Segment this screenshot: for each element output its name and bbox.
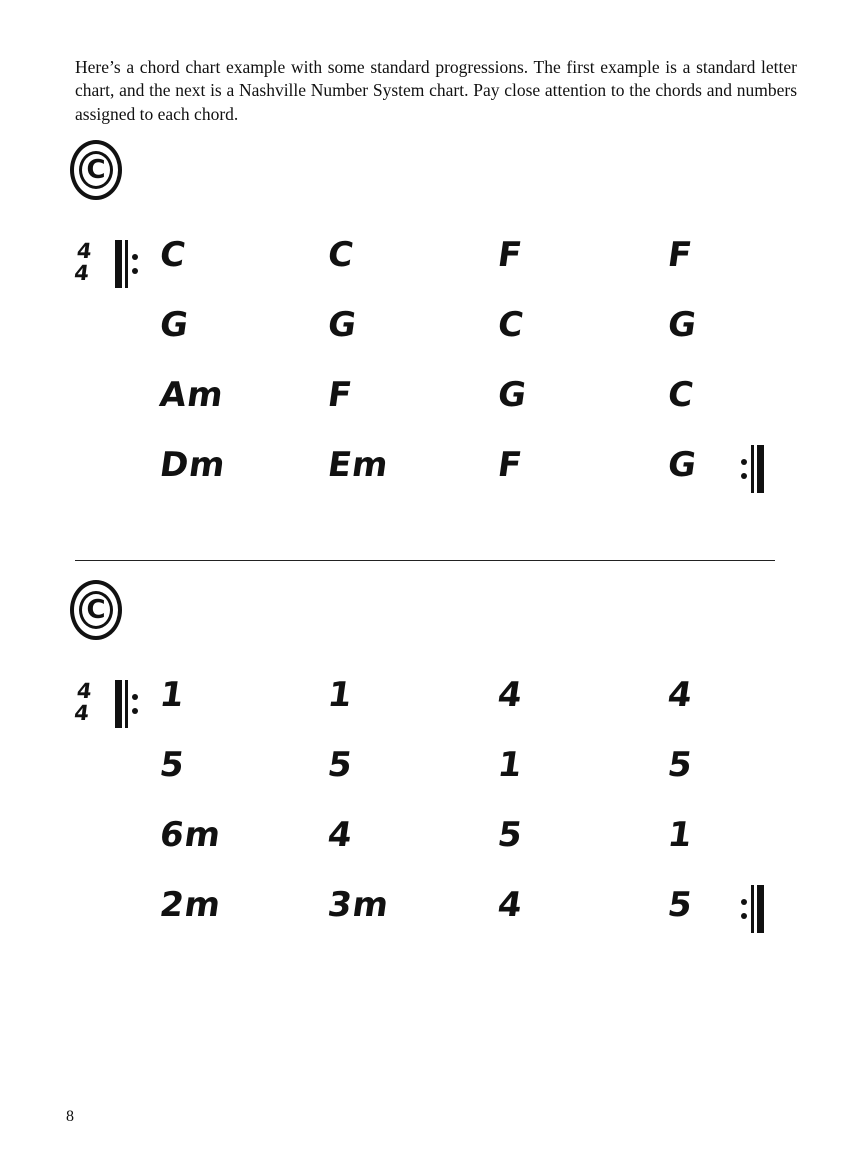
number-row	[157, 675, 780, 745]
repeat-dot-upper	[741, 899, 747, 905]
chord-cell: Am	[157, 375, 227, 415]
chord-cell: C	[495, 305, 527, 345]
chord-row	[157, 235, 780, 305]
section-divider	[75, 560, 775, 561]
number-cell: 3m	[325, 885, 392, 925]
chord-grid	[157, 235, 780, 515]
number-cell: 1	[665, 815, 696, 855]
repeat-dot-lower	[741, 473, 747, 479]
chord-cell: F	[665, 235, 696, 275]
number-cell: 4	[495, 885, 526, 925]
number-cell: 4	[665, 675, 696, 715]
page-number: 8	[66, 1108, 74, 1125]
number-cell: 5	[495, 815, 526, 855]
repeat-dot-lower	[741, 913, 747, 919]
time-signature	[67, 680, 98, 724]
time-signature-denominator: 4	[72, 701, 91, 726]
repeat-thick-bar	[757, 445, 764, 493]
repeat-thin-bar	[125, 680, 128, 728]
number-cell: 1	[325, 675, 356, 715]
chord-cell: Em	[325, 445, 392, 485]
number-cell: 5	[325, 745, 356, 785]
number-cell: 5	[665, 745, 696, 785]
repeat-close-sign	[740, 885, 764, 933]
repeat-dot-lower	[132, 708, 138, 714]
time-signature-numerator: 4	[75, 679, 94, 703]
circled-c-letter: C	[86, 155, 106, 185]
chord-cell: F	[325, 375, 356, 415]
number-cell: 4	[325, 815, 356, 855]
chord-cell: G	[665, 445, 700, 485]
repeat-thick-bar	[757, 885, 764, 933]
chord-cell: G	[665, 305, 700, 345]
number-cell: 1	[495, 745, 526, 785]
number-cell: 2m	[157, 885, 224, 925]
time-signature-denominator: 4	[72, 261, 91, 286]
circled-c-icon	[70, 140, 124, 202]
chord-row	[157, 445, 780, 515]
repeat-open-sign	[115, 680, 139, 728]
number-row	[157, 885, 780, 955]
repeat-dot-upper	[132, 254, 138, 260]
circled-c-icon	[70, 580, 124, 642]
repeat-thin-bar	[751, 445, 754, 493]
repeat-thin-bar	[751, 885, 754, 933]
chord-cell: C	[325, 235, 357, 275]
repeat-thick-bar	[115, 240, 122, 288]
chord-row	[157, 375, 780, 445]
chord-cell: C	[665, 375, 697, 415]
repeat-dot-lower	[132, 268, 138, 274]
number-cell: 6m	[157, 815, 224, 855]
time-signature	[67, 240, 98, 284]
chord-cell: G	[157, 305, 192, 345]
chord-cell: F	[495, 445, 526, 485]
repeat-thin-bar	[125, 240, 128, 288]
intro-paragraph: Here’s a chord chart example with some standard progressions. The first example is a standard letter chart, and the next is a Nashville Number System chart. Pay close attention to the chords and numbers assigned to each chord.	[75, 56, 797, 124]
chord-cell: C	[157, 235, 189, 275]
number-cell: 1	[157, 675, 188, 715]
chord-cell: G	[495, 375, 530, 415]
number-row	[157, 745, 780, 815]
number-row	[157, 815, 780, 885]
repeat-thick-bar	[115, 680, 122, 728]
number-cell: 5	[157, 745, 188, 785]
repeat-dot-upper	[132, 694, 138, 700]
number-grid	[157, 675, 780, 955]
time-signature-numerator: 4	[75, 239, 94, 263]
circled-c-letter: C	[86, 595, 106, 625]
number-cell: 5	[665, 885, 696, 925]
repeat-open-sign	[115, 240, 139, 288]
number-cell: 4	[495, 675, 526, 715]
repeat-close-sign	[740, 445, 764, 493]
repeat-dot-upper	[741, 459, 747, 465]
chord-cell: F	[495, 235, 526, 275]
chord-row	[157, 305, 780, 375]
chord-cell: G	[325, 305, 360, 345]
chord-cell: Dm	[157, 445, 229, 485]
